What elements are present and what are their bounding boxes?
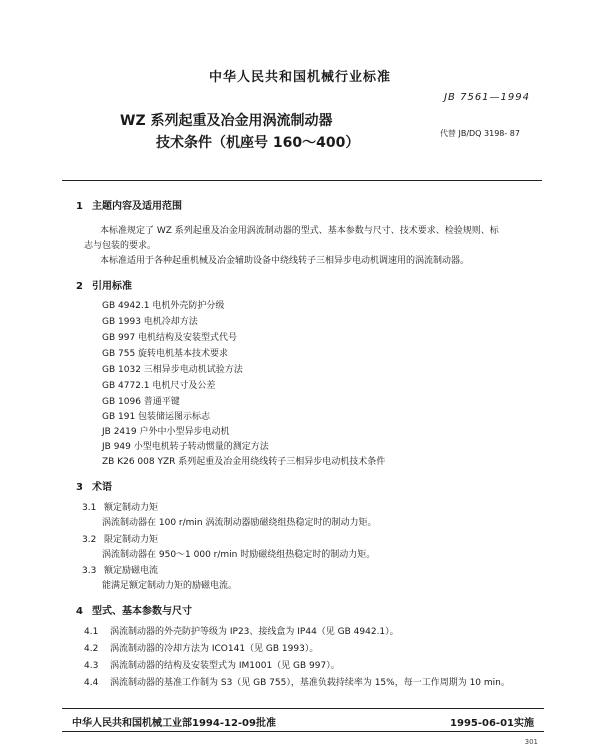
- clause-text: 涡流制动器的冷却方法为 ICO141（见 GB 1993）。: [110, 644, 319, 654]
- clause-number: 4.3: [84, 661, 99, 671]
- section-number: 1: [76, 201, 83, 212]
- term-name: 额定励磁电流: [104, 566, 159, 576]
- clause-item: [84, 675, 510, 688]
- implementation-date: 1995-06-01实施: [450, 718, 534, 729]
- clause-number: 4.2: [84, 644, 99, 654]
- term-definition: 能满足额定制动力矩的励磁电流。: [102, 581, 238, 591]
- approval-line: 中华人民共和国机械工业部1994-12-09批准: [72, 718, 276, 729]
- term-number: 3.3: [82, 566, 97, 576]
- section-number: 2: [76, 281, 83, 292]
- reference-item: GB 1096 普通平键: [102, 397, 180, 407]
- term-definition: 涡流制动器在 950～1 000 r/min 时励磁绕组热稳定时的制动力矩。: [102, 550, 376, 560]
- clause-text: 涡流制动器的外壳防护等级为 IP23、接线盒为 IP44（见 GB 4942.1）。: [110, 627, 399, 637]
- reference-item: GB 755 旋转电机基本技术要求: [102, 349, 229, 359]
- term-heading: [82, 500, 158, 513]
- reference-item: JB 2419 户外中小型异步电动机: [102, 427, 230, 437]
- section-2-heading: [76, 277, 132, 292]
- section-1-paragraph-1-line-2: 志与包装的要求。: [84, 241, 157, 251]
- document-title-line1: WZ 系列起重及冶金用涡流制动器: [120, 113, 333, 129]
- section-1-paragraph-2: 本标准适用于各种起重机械及冶金辅助设备中绕线转子三相异步电动机调速用的涡流制动器。: [100, 256, 470, 266]
- section-4-heading: [76, 602, 192, 617]
- section-3-heading: [76, 478, 112, 493]
- clause-text: 涡流制动器的结构及安装型式为 IM1001（见 GB 997）。: [110, 661, 340, 671]
- term-number: 3.2: [82, 535, 97, 545]
- page-number: 301: [524, 738, 538, 746]
- footer-rule: [62, 708, 544, 709]
- clause-number: 4.1: [84, 627, 99, 637]
- term-name: 额定制动力矩: [104, 503, 159, 513]
- clause-number: 4.4: [84, 678, 99, 688]
- reference-item: GB 191 包装储运图示标志: [102, 412, 211, 422]
- term-heading: [82, 532, 158, 545]
- section-1-paragraph-1-line-1: 本标准规定了 WZ 系列起重及冶金用涡流制动器的型式、基本参数与尺寸、技术要求、检验规则、标: [100, 226, 499, 236]
- clause-text: 涡流制动器的基准工作制为 S3（见 GB 755），基准负载持续率为 15%，每一工作周期为 10 min。: [110, 678, 510, 688]
- footer-bottom-rule: [62, 731, 544, 732]
- clause-item: [84, 624, 399, 637]
- section-number: 4: [76, 606, 83, 617]
- term-definition: 涡流制动器在 100 r/min 涡流制动器励磁绕组热稳定时的制动力矩。: [102, 518, 377, 528]
- clause-item: [84, 658, 340, 671]
- section-title: 型式、基本参数与尺寸: [92, 606, 192, 617]
- reference-item: GB 997 电机结构及安装型式代号: [102, 333, 238, 343]
- reference-item: GB 1993 电机冷却方法: [102, 317, 198, 327]
- term-heading: [82, 563, 158, 576]
- industry-standard-heading: 中华人民共和国机械行业标准: [208, 70, 391, 85]
- reference-item: GB 4942.1 电机外壳防护分级: [102, 301, 225, 311]
- section-title: 主题内容及适用范围: [92, 201, 182, 212]
- replaces-standard: 代替 JB/DQ 3198- 87: [439, 129, 520, 138]
- clause-item: [84, 641, 318, 654]
- header-rule: [62, 180, 542, 181]
- term-name: 限定制动力矩: [104, 535, 159, 545]
- section-number: 3: [76, 482, 83, 493]
- standard-number: JB 7561—1994: [444, 92, 530, 103]
- reference-item: GB 4772.1 电机尺寸及公差: [102, 381, 216, 391]
- reference-item: ZB K26 008 YZR 系列起重及冶金用绕线转子三相异步电动机技术条件: [102, 457, 386, 467]
- reference-item: GB 1032 三相异步电动机试验方法: [102, 365, 243, 375]
- term-number: 3.1: [82, 503, 97, 513]
- reference-item: JB 949 小型电机转子转动惯量的测定方法: [102, 442, 269, 452]
- section-title: 术语: [92, 482, 112, 493]
- section-title: 引用标准: [92, 281, 132, 292]
- section-1-heading: [76, 197, 182, 212]
- document-title-line2: 技术条件（机座号 160～400）: [156, 135, 360, 151]
